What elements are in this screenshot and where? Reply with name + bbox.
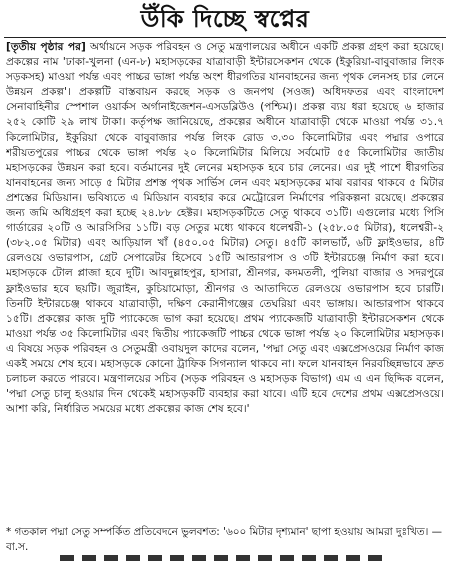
article-paragraph — [6, 40, 444, 417]
continued-from-kicker: [তৃতীয় পৃষ্ঠার পর] — [6, 41, 86, 53]
headline: উঁকি দিচ্ছে স্বপ্নের — [140, 5, 310, 33]
article-body-text: অর্থায়নে সড়ক পরিবহন ও সেতু মন্ত্রণালয়ের অধীনে একটি প্রকল্প গ্রহণ করা হয়েছে। প্রকল্পের নাম 'ঢাকা-খুলনা (এন-৮) মহাসড়কের যাত্রাবাড়ী ইন্টারসেকশন থেকে (ইকুরিয়া-বাবুবাজার লিংক সড়কসহ) মাওয়া পর্যন্ত এবং পাচ্চর ভাঙ্গা পর্যন্ত অংশ ধীরগতির যানবাহনের জন্য পৃথক লেনসহ চার লেনে উন্নয়ন প্রকল্প'। প্রকল্পটি বাস্তবায়ন করছে সড়ক ও জনপথ (সওজ) অধিদফতর এবং বাংলাদেশ সেনাবাহিনীর স্পেশাল ওয়ার্কস অর্গানাইজেশন-এসডব্লিউও (পশ্চিম)। প্রকল্প ব্যয় ধরা হয়েছে ৬ হাজার ২৫২ কোটি ২৯ লাখ টাকা। কর্তৃপক্ষ জানিয়েছে, প্রকল্পের অধীনে যাত্রাবাড়ী থেকে মাওয়া পর্যন্ত ৩১.৭ কিলোমিটার, ইকুরিয়া থেকে বাবুবাজার পর্যন্ত লিংক রোড ৩.৩০ কিলোমিটার এবং পদ্মার ওপারে শরীয়তপুরের পাচ্চর থেকে ভাঙ্গা পর্যন্ত ২০ কিলোমিটার মিলিয়ে সর্বমোট ৫৫ কিলোমিটার জাতীয় মহাসড়কের উন্নয়ন করা হবে। বর্তমানের দুই লেনের মহাসড়ক হবে চার লেনের। এর দুই পাশে ধীরগতির যানবাহনের জন্য সাড়ে ৫ মিটার প্রশস্ত পৃথক সার্ভিস লেন এবং মহাসড়কের মাঝ বরাবর থাকবে ৫ মিটার প্রশস্তের মিডিয়ান। ভবিষ্যতে এ মিডিয়ান ব্যবহার করে মেট্রোরেল নির্মাণের পরিকল্পনা রয়েছে। প্রকল্পের জন্য জমি অধিগ্রহণ করা হচ্ছে ২৪.৮৮ হেক্টর। মহাসড়কটিতে সেতু থাকবে ৩১টি। এগুলোর মধ্যে পিসি গার্ডারের ২০টি ও আরসিসির ১১টি। বড় সেতুর মধ্যে থাকবে ধলেশ্বরী-১ (২৫৮.০৫ মিটার), ধলেশ্বরী-২ (৩৮২.০৫ মিটার) এবং আড়িয়াল খাঁ (৪৫০.০৫ মিটার) সেতু। ৪৫টি কালভার্ট, ৬টি ফ্লাইওভার, ৪টি রেলওয়ে ওভারপাস, গ্রেট সেপারেটর হিসেবে ১৫টি আন্ডারপাস ও ৩টি ইন্টারচেঞ্জ নির্মাণ করা হবে। মহাসড়কে টোল প্লাজা হবে দুটি। আবদুল্লাহপুর, হাসারা, শ্রীনগর, কদমতলী, পুলিয়া বাজার ও সদরপুরে ফ্লাইওভার হবে ছয়টি। জুরাইন, কুচিয়ামোড়া, শ্রীনগর ও আতাদিতে রেলওয়ে ওভারপাস হবে চারটি। তিনটি ইন্টারচেঞ্জ থাকবে যাত্রাবাড়ী, দক্ষিণ কেরানীগঞ্জের তেঘরিয়া এবং ভাঙ্গায়। আন্ডারপাস থাকবে ১৫টি। প্রকল্পের কাজ দুটি প্যাকেজে ভাগ করা হয়েছে। প্রথম প্যাকেজটি যাত্রাবাড়ী ইন্টারসেকশন থেকে মাওয়া পর্যন্ত ৩৫ কিলোমিটার এবং দ্বিতীয় প্যাকেজটি পাচ্চর থেকে ভাঙ্গা পর্যন্ত ২০ কিলোমিটার মহাসড়ক। এ বিষয়ে সড়ক পরিবহন ও সেতুমন্ত্রী ওবায়দুল কাদের বলেন, 'পদ্মা সেতু এবং এক্সপ্রেসওয়ের নির্মাণ কাজ একই সময়ে শেষ হবে। মহাসড়কে কোনো ট্রাফিক সিগন্যাল থাকবে না। ফলে যানবাহন নিরবচ্ছিন্নভাবে দ্রুত চলাচল করতে পারবে। মন্ত্রণালয়ের সচিব (সড়ক পরিবহন ও মহাসড়ক বিভাগ) এম এ এন ছিদ্দিক বলেন, 'পদ্মা সেতু চালু হওয়ার দিন থেকেই মহাসড়কটি ব্যবহার করা যাবে। এটি হবে দেশের প্রথম এক্সপ্রেসওয়ে। আশা করি, নির্ধারিত সময়ের মধ্যে প্রকল্পের কাজ শেষ হবে।' — [6, 41, 444, 416]
article-body — [6, 40, 444, 524]
cut-off-footer-strip — [60, 555, 390, 561]
correction-note: * গতকাল পদ্মা সেতু সম্পর্কিত প্রতিবেদনে ভুলবশত: '৬০০ মিটার দৃশ্যমান' ছাপা হওয়ায় আমরা দুঃখিত। —বা.স. — [6, 526, 442, 553]
headline-rule — [4, 37, 446, 38]
